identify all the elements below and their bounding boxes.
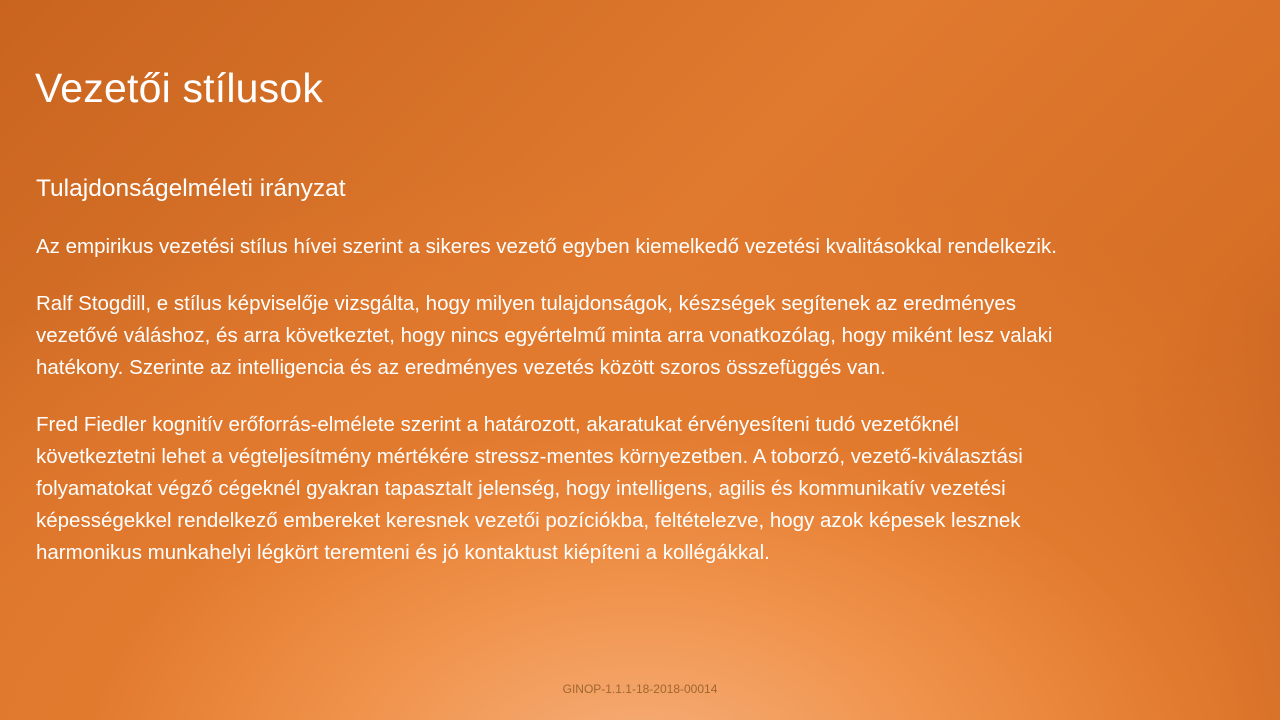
paragraph-line: Fred Fiedler kognitív erőforrás-elmélete szerint a határozott, akaratukat érvényesíteni tudó vezetőknél — [36, 413, 959, 436]
paragraph-line: folyamatokat végző cégeknél gyakran tapasztalt jelenség, hogy intelligens, agilis és kommunikatív vezetési — [36, 477, 1006, 500]
paragraph-line: következtetni lehet a végteljesítmény mértékére stressz-mentes környezetben. A toborzó, vezető-kiválasztási — [36, 445, 1023, 468]
section-subtitle: Tulajdonságelméleti irányzat — [36, 175, 346, 202]
paragraph-line: harmonikus munkahelyi légkört teremteni és jó kontaktust kiépíteni a kollégákkal. — [36, 541, 770, 564]
paragraph-line: Ralf Stogdill, e stílus képviselője vizsgálta, hogy milyen tulajdonságok, készségek segítenek az eredményes — [36, 292, 1016, 315]
slide-content — [36, 172, 1246, 594]
slide-title: Vezetői stílusok — [35, 65, 324, 111]
paragraph-stogdill — [36, 288, 1246, 384]
slide-footer: GINOP-1.1.1-18-2018-00014 — [562, 682, 718, 696]
paragraph-line: vezetővé váláshoz, és arra következtet, hogy nincs egyértelmű minta arra vonatkozólag, hogy miként lesz valaki — [36, 324, 1053, 347]
paragraph-empirical — [36, 231, 1246, 263]
paragraph-fiedler — [36, 409, 1246, 569]
paragraph-line: hatékony. Szerinte az intelligencia és az eredményes vezetés között szoros összefüggés van. — [36, 356, 886, 379]
paragraph-line: képességekkel rendelkező embereket keresnek vezetői pozíciókba, feltételezve, hogy azok képesek lesznek — [36, 509, 1021, 532]
paragraph-line: Az empirikus vezetési stílus hívei szerint a sikeres vezető egyben kiemelkedő vezetési kvalitásokkal rendelkezik. — [36, 235, 1057, 258]
